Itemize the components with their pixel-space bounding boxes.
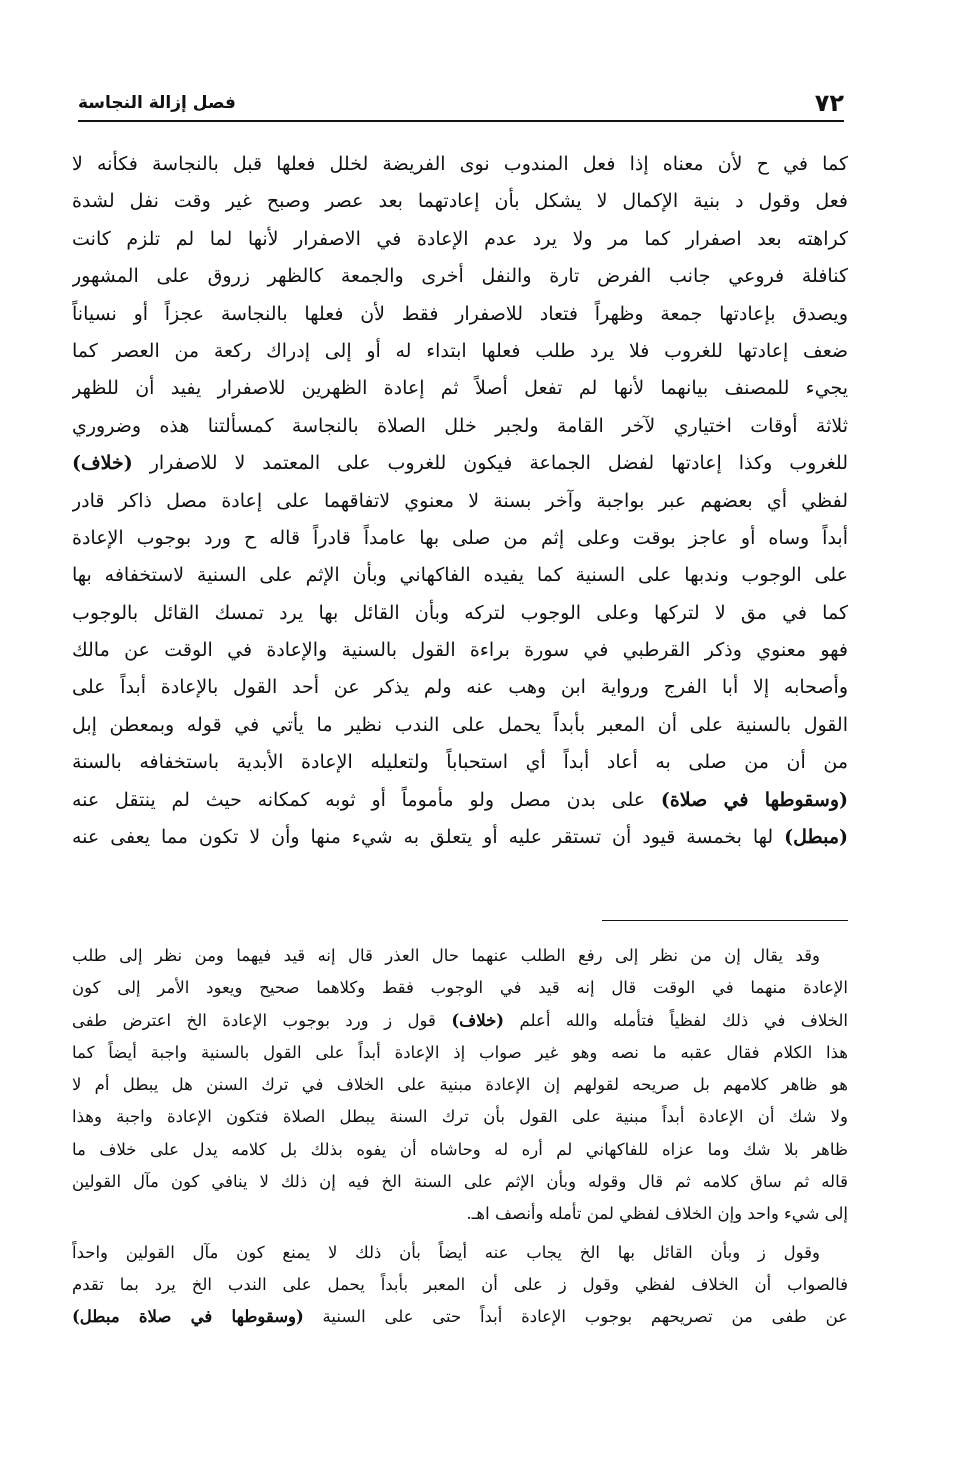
text-segment: فهو معنوي وذكر القرطبي في سورة براءة القول بالسنية والإعادة في الوقت عن مالك (72, 639, 848, 662)
main-text-line (72, 595, 848, 632)
text-segment: على بدن مصل ولو مأموماً أو ثوبه كمكانه حيث لم ينتقل عنه (72, 788, 661, 811)
footnote-line (72, 1005, 848, 1037)
text-segment: ظاهر بلا شك وما عزاه للفاكهاني لم أره له وحاشاه أن يفوه بذلك بل كلامه يدل على خلاف ما (72, 1139, 848, 1159)
text-segment: هذا الكلام فقال عقبه ما نصه وهو غير صواب إذ الإعادة أبداً على القول بالسنية واجبة أيضاً كما (72, 1042, 848, 1062)
text-segment: على الوجوب وندبها على السنية كما يفيده الفاكهاني وبأن الإثم على السنية لاستخفافه بها (72, 564, 848, 587)
footnote-line (72, 940, 848, 972)
text-segment: كما في مق لا لتركها وعلى الوجوب لتركه وبأن القائل بها يرد تمسك القائل بالوجوب (72, 601, 848, 624)
page-number: ٧٢ (814, 89, 844, 117)
main-text-line (72, 782, 848, 819)
text-segment: يجيء للمصنف بيانهما لأنها لم تفعل أصلاً ثم إعادة الظهرين للاصفرار يفيد أن للظهر (72, 377, 848, 400)
text-segment: من أن من صلى به أعاد أبداً أي استحباباً ولتعليله الإعادة الأبدية باستخفافه بالسنة (72, 751, 848, 774)
main-text-line (72, 483, 848, 520)
main-text-line (72, 445, 848, 482)
text-segment: لها بخمسة قيود أن تستقر عليه أو يتعلق به شيء منها وأن لا تكون مما يعفى عنه (72, 826, 785, 849)
footnote-line (72, 1101, 848, 1133)
footnote-line (72, 1269, 848, 1301)
text-segment: ويصدق بإعادتها جمعة وظهراً فتعاد للاصفرار فقط لأن فعلها بالنجاسة عجزاً أو نسياناً (72, 302, 848, 325)
main-text-line (72, 632, 848, 669)
main-text-line (72, 370, 848, 407)
text-segment: كراهته بعد اصفرار كما مر ولا يرد عدم الإعادة في الاصفرار لأنها لما لم تلزم كانت (72, 227, 848, 250)
text-segment: كنافلة فروعي جانب الفرض تارة والنفل أخرى والجمعة كالظهر زروق على المشهور (72, 265, 848, 288)
text-segment: وقد يقال إن من نظر إلى رفع الطلب عنهما حال العذر قال إنه قيد فيهما ومن نظر إلى طلب (72, 946, 820, 965)
text-segment: هو ظاهر كلامهم بل صريحه لقولهم إن الإعادة مبنية على الخلاف في ترك السنن هل يبطل أم لا (72, 1075, 848, 1095)
footnote-line (72, 1166, 848, 1198)
text-segment: عن طفى من تصريحهم بوجوب الإعادة أبداً حتى على السنية (303, 1307, 848, 1327)
text-segment: فعل وقول د بنية الإكمال لا يشكل بأن إعادتهما بعد عصر وصبح غير وقت نفل لشدة (72, 190, 848, 213)
footnote-line (72, 972, 848, 1004)
text-segment: للغروب وكذا إعادتها لفضل الجماعة فيكون للغروب على المعتمد لا للاصفرار (132, 452, 848, 475)
main-text-line (72, 221, 848, 258)
footnote-separator (602, 920, 848, 921)
main-text-line (72, 819, 848, 856)
footnote-paragraph (72, 940, 848, 1231)
main-text-line (72, 146, 848, 183)
main-text-line (72, 183, 848, 220)
text-segment: الخلاف في ذلك لفظياً فتأمله والله أعلم (504, 1010, 848, 1030)
footnotes (72, 940, 848, 1340)
text-segment: قول ز ورد بوجوب الإعادة الخ اعترض طفى (72, 1010, 452, 1030)
main-text-line (72, 744, 848, 781)
footnote-line (72, 1037, 848, 1069)
footnote-line (72, 1237, 848, 1269)
footnote-line (72, 1198, 848, 1230)
text-segment: أبداً وساه أو عاجز بوقت وعلى إثم من صلى بها عامداً قادراً قاله ح ورد بوجوب الإعادة (72, 526, 848, 549)
main-text-line (72, 520, 848, 557)
main-text-line (72, 707, 848, 744)
main-text (72, 146, 848, 856)
chapter-title: فصل إزالة النجاسة (78, 93, 236, 113)
text-segment: الإعادة منهما في الوقت قال إنه قيد في الوجوب فقط وكلاهما صحيح ويعود الأمر إلى كون (72, 978, 848, 998)
bold-matn-term: (خلاف) (451, 1010, 505, 1030)
text-segment: كما في ح لأن معناه إذا فعل المندوب نوى الفريضة لخلل فعلها قبل بالنجاسة فكأنه لا (72, 153, 848, 175)
text-segment: قاله ثم ساق كلامه ثم قال وقوله وبأن الإثم على السنة الخ فيه إن ذلك لا ينافي كون مآل القولين (72, 1172, 848, 1192)
main-text-line (72, 669, 848, 706)
text-segment: القول بالسنية على أن المعبر بأبداً يحمل على الندب نظير ما يأتي في قوله وبمعطن إبل (72, 713, 848, 736)
bold-matn-term: (وسقوطها في صلاة) (660, 788, 848, 811)
footnote-line (72, 1301, 848, 1333)
main-text-line (72, 333, 848, 370)
text-segment: ثلاثة أوقات اختياري لآخر القامة ولجبر خلل الصلاة بالنجاسة كمسألتنا هذه وضروري (72, 414, 848, 437)
text-segment: ضعف إعادتها للغروب فلا يرد طلب فعلها ابتداء له أو إلى إدراك ركعة من العصر كما (72, 339, 848, 362)
bold-matn-term: (خلاف) (72, 452, 133, 475)
text-segment: فالصواب أن الخلاف لفظي وقول ز على أن المعبر بأبداً يحمل على الندب الخ يرد بما تقدم (72, 1274, 848, 1294)
main-text-line (72, 296, 848, 333)
footnote-paragraph (72, 1237, 848, 1334)
text-segment: لفظي أي بعضهم عبر بواجبة وآخر بسنة لا معنوي لاتفاقهما على إعادة مصل ذاكر قادر (72, 489, 848, 512)
text-segment: ولا شك أن الإعادة أبداً مبنية على القول بأن ترك السنة يبطل الصلاة فتكون الإعادة واجبة وهذا (72, 1107, 848, 1127)
bold-matn-term: (وسقوطها في صلاة مبطل) (72, 1307, 304, 1327)
text-segment: إلى شيء واحد وإن الخلاف لفظي لمن تأمله وأنصف اهـ. (466, 1204, 848, 1224)
text-segment: وقول ز وبأن القائل بها الخ يجاب عنه أيضاً بأن ذلك لا يمنع كون مآل القولين واحداً (72, 1242, 820, 1262)
footnote-line (72, 1069, 848, 1101)
footnote-line (72, 1134, 848, 1166)
main-text-line (72, 557, 848, 594)
page-header (78, 86, 844, 122)
main-text-line (72, 408, 848, 445)
main-text-line (72, 258, 848, 295)
text-segment: وأصحابه إلا أبا الفرج ورواية ابن وهب عنه ولم يذكر عن أحد القول بالإعادة أبداً على (72, 676, 848, 699)
bold-matn-term: (مبطل) (784, 826, 848, 849)
